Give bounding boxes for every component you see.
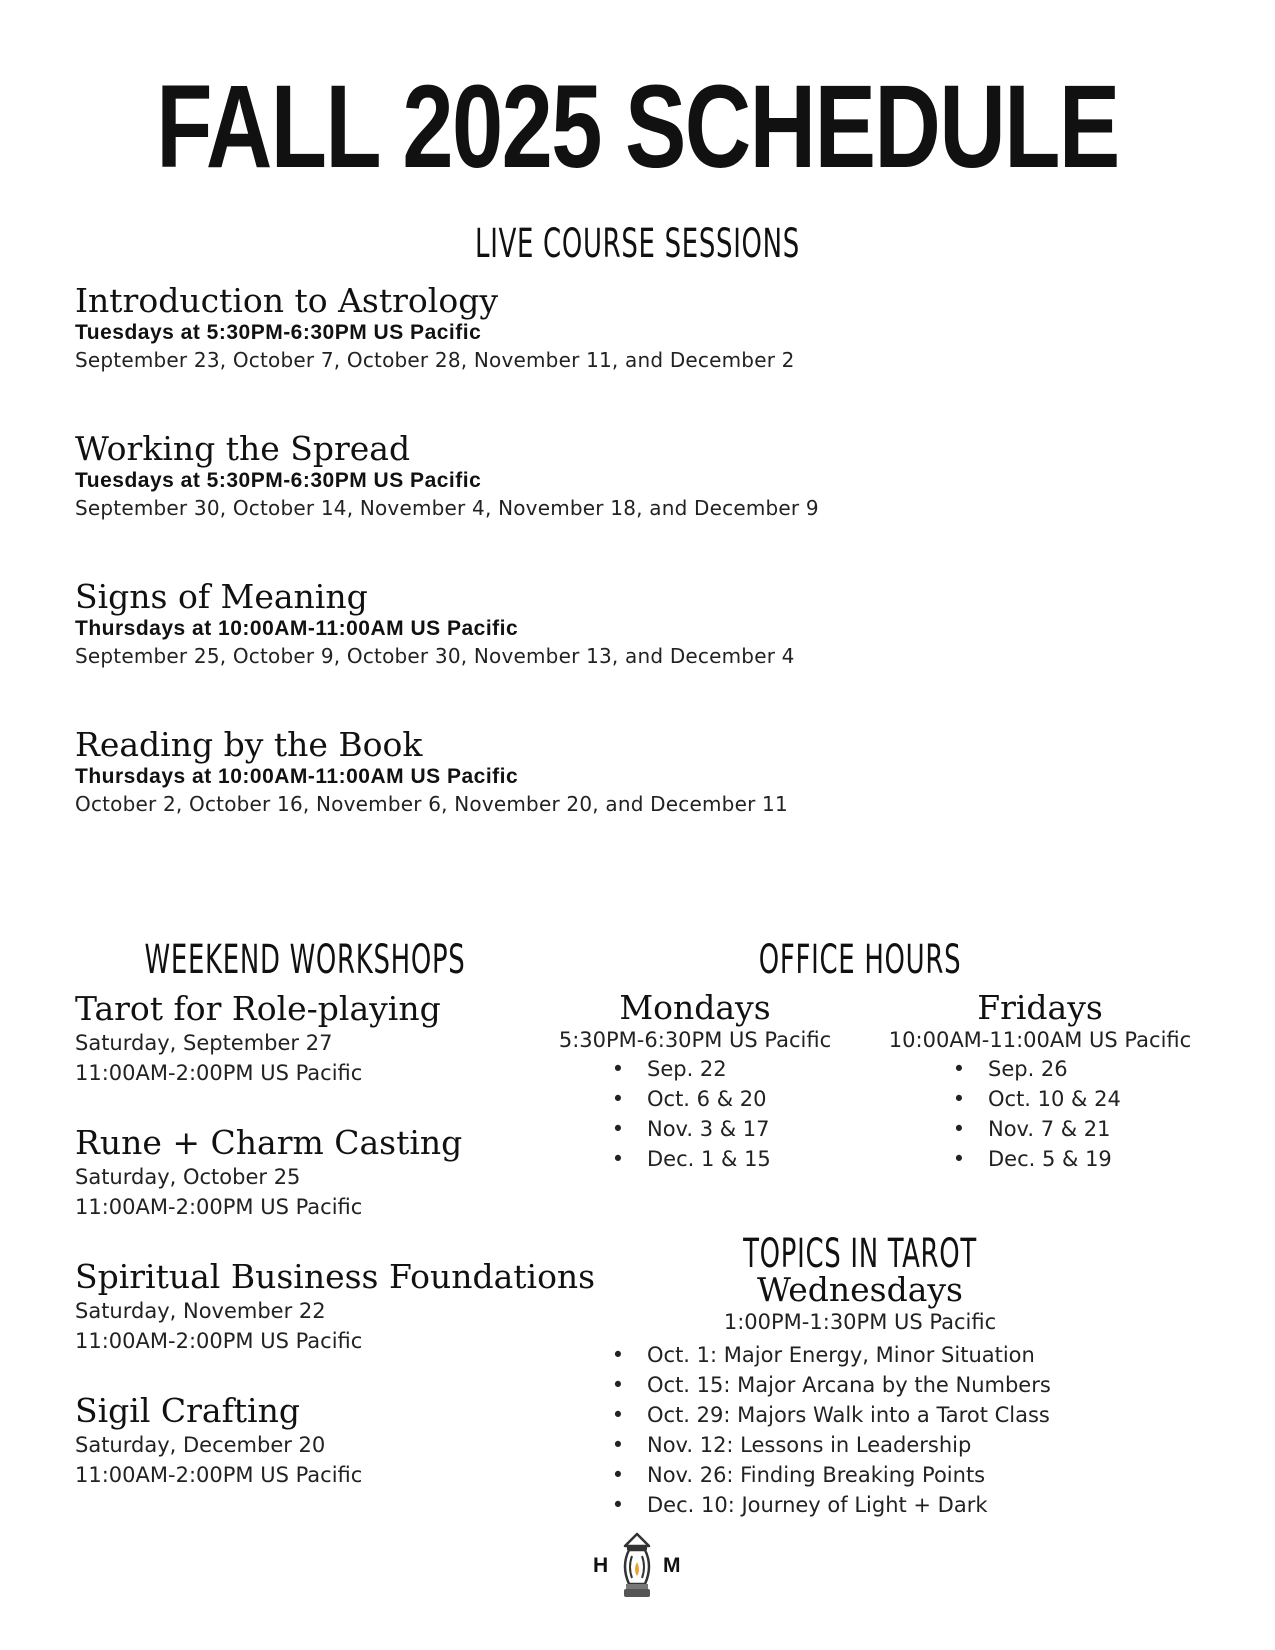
workshop-date: Saturday, October 25 [75,1165,301,1189]
workshop-time: 11:00AM-2:00PM US Pacific [75,1463,363,1487]
bullet-icon: • [611,1403,625,1427]
list-item: • Oct. 15: Major Arcana by the Numbers [611,1370,1171,1400]
day-time: 10:00AM-11:00AM US Pacific [888,1028,1192,1052]
course-time: Tuesdays at 5:30PM-6:30PM US Pacific [75,321,482,344]
day-heading: Mondays [619,988,771,1027]
topics-section [620,1272,1100,1336]
list-item: • Dec. 5 & 19 [952,1144,1210,1174]
bullet-icon: • [611,1057,625,1081]
list-item: • Dec. 10: Journey of Light + Dark [611,1490,1171,1520]
list-item: • Sep. 22 [611,1054,855,1084]
list-item: • Oct. 10 & 24 [952,1084,1210,1114]
workshop-item [75,1124,545,1222]
bullet-icon: • [611,1373,625,1397]
logo-letter-right: M [663,1554,681,1577]
date-list [611,1054,855,1174]
workshop-item [75,990,545,1088]
workshop-name: Tarot for Role-playing [75,989,441,1028]
workshop-name: Rune + Charm Casting [75,1123,463,1162]
bullet-icon: • [952,1117,966,1141]
course-dates: September 25, October 9, October 30, November 13, and December 4 [75,644,795,668]
bullet-icon: • [611,1433,625,1457]
workshop-item [75,1257,596,1356]
list-item: • Nov. 3 & 17 [611,1114,855,1144]
office-hours-fridays [870,990,1210,1174]
page-title: FALL 2025 SCHEDULE [156,61,1119,193]
list-item: • Nov. 7 & 21 [952,1114,1210,1144]
logo-letter-left: H [593,1554,609,1577]
workshop-time: 11:00AM-2:00PM US Pacific [75,1195,363,1219]
workshop-date: Saturday, November 22 [75,1299,326,1323]
workshops-heading: WEEKEND WORKSHOPS [144,937,466,983]
list-item: • Oct. 1: Major Energy, Minor Situation [611,1340,1171,1370]
course-dates: October 2, October 16, November 6, November 20, and December 11 [75,792,788,816]
bullet-icon: • [611,1117,625,1141]
day-heading: Fridays [977,988,1103,1027]
office-hours-heading: OFFICE HOURS [758,937,962,983]
logo [587,1532,687,1604]
list-item: • Sep. 26 [952,1054,1210,1084]
lantern-icon [617,1532,657,1604]
list-item: • Nov. 26: Finding Breaking Points [611,1460,1171,1490]
workshop-item [75,1392,545,1490]
course-dates: September 23, October 7, October 28, November 11, and December 2 [75,348,795,372]
topics-list [611,1340,1171,1520]
list-item: • Oct. 6 & 20 [611,1084,855,1114]
course-name: Reading by the Book [75,725,423,764]
course-item [75,430,975,522]
workshop-time: 11:00AM-2:00PM US Pacific [75,1061,363,1085]
course-item [75,282,975,374]
list-item: • Dec. 1 & 15 [611,1144,855,1174]
workshop-date: Saturday, December 20 [75,1433,326,1457]
day-heading: Wednesdays [757,1270,963,1309]
bullet-icon: • [611,1343,625,1367]
course-time: Tuesdays at 5:30PM-6:30PM US Pacific [75,469,482,492]
bullet-icon: • [952,1057,966,1081]
office-hours-mondays [535,990,855,1174]
day-time: 1:00PM-1:30PM US Pacific [723,1310,997,1334]
course-name: Signs of Meaning [75,577,368,616]
list-item: • Oct. 29: Majors Walk into a Tarot Class [611,1400,1171,1430]
list-item: • Nov. 12: Lessons in Leadership [611,1430,1171,1460]
bullet-icon: • [611,1087,625,1111]
course-dates: September 30, October 14, November 4, November 18, and December 9 [75,496,819,520]
workshop-name: Spiritual Business Foundations [75,1257,596,1296]
course-time: Thursdays at 10:00AM-11:00AM US Pacific [75,617,519,640]
workshop-date: Saturday, September 27 [75,1031,333,1055]
course-time: Thursdays at 10:00AM-11:00AM US Pacific [75,765,519,788]
bullet-icon: • [952,1147,966,1171]
live-sessions-heading: LIVE COURSE SESSIONS [475,221,800,267]
bullet-icon: • [611,1463,625,1487]
bullet-icon: • [952,1087,966,1111]
bullet-icon: • [611,1493,625,1517]
date-list [952,1054,1210,1174]
course-name: Introduction to Astrology [75,281,498,320]
workshop-name: Sigil Crafting [75,1391,300,1430]
day-time: 5:30PM-6:30PM US Pacific [558,1028,832,1052]
course-item [75,578,975,670]
workshop-time: 11:00AM-2:00PM US Pacific [75,1329,363,1353]
bullet-icon: • [611,1147,625,1171]
course-name: Working the Spread [75,429,411,468]
course-item [75,726,975,818]
topics-heading: TOPICS IN TAROT [743,1231,977,1277]
